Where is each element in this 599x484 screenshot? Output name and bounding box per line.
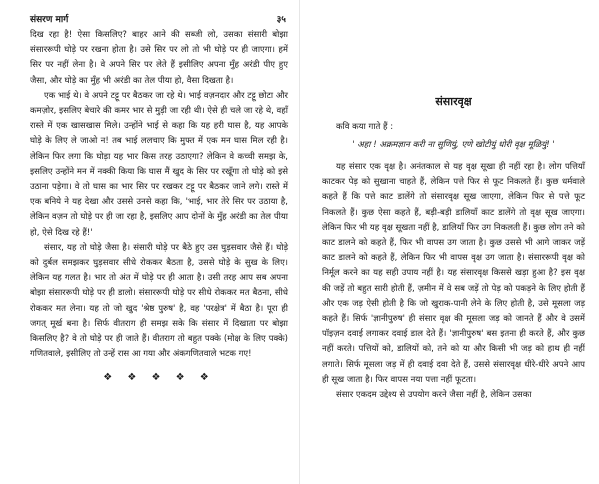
right-page [300, 0, 599, 484]
left-paragraph-1: दिख रहा है! ऐसा किसलिए? बाहर आने की सब्जी लो, उसका संसारी बोझा संसाररूपी घोड़े पर रखना होता है। उसे सिर पर लो तो भी घोड़े पर ही जाएगा। हमें सिर पर नहीं लेना है। वे अपने सिर पर लेते हैं इसीलिए अपना मुँह अरंडी पीए हुए जैसा, और घोड़े का मुँह भी अरंडी का तेल पीया हो, वैसा दिखता है। [30, 30, 288, 86]
section-title: संसारवृक्ष [435, 95, 472, 108]
left-paragraph-2: एक भाई थे। वे अपने टट्टू पर बैठकर जा रहे थे। भाई वज़नदार और टट्टू छोटा और कमज़ोर, इसलिए बेचारे की कमर भार से मुड़ी जा रही थी। ऐसे ही चले जा रहे थे, वहाँ रास्ते में एक खासखास मिले। उन्होंने भाई से कहा कि यह हरी घास है, यह आपके घोड़े के लिए ले जाओ न! तब भाई ललचाए कि मुफ्त में एक मन घास मिल रही है। लेकिन फिर लगा कि घोड़ा यह भार किस तरह उठाएगा? लेकिन वे कच्ची समझ के, इसलिए उन्होंने मन में नक्की किया कि घास मैं खुद के सिर पर रखूँगा तो घोड़े को इसे उठाना पड़ेगा। वे तो घास का भार सिर पर रखकर टट्टू पर बैठकर जाने लगे। रास्ते में एक बनिये ने यह देखा और उससे उनसे कहा कि, 'भाई, भार तेरे सिर पर उठाया है, लेकिन वज़न तो घोड़े पर ही जा रहा है, इसलिए आप दोनों के मुँह अरंडी का तेल पीया हो, ऐसे दिख रहे हैं!' [30, 90, 288, 238]
running-title: संसरण मार्ग [30, 15, 69, 25]
right-body-text [322, 160, 585, 403]
right-paragraph-2: संसार एकदम उद्देश्य से उपयोग करने जैसा नहीं है, लेकिन उसका [336, 390, 532, 401]
section-ornament: ❖ ❖ ❖ ❖ ❖ [103, 372, 215, 384]
right-paragraph-1: यह संसार एक वृक्ष है। अनंतकाल से यह वृक्ष सूखा ही नहीं रहा है। लोग पत्तियाँ काटकर पेड़ को सुखाना चाहते हैं, लेकिन पत्ते फिर से फूट निकलते हैं। कुछ धर्मवाले कहते हैं कि पत्ते काट डालेंगे तो संसारवृक्ष सूख जाएगा, लेकिन फिर से पत्ते फूट निकलते हैं। कुछ ऐसा कहते हैं, बड़ी-बड़ी डालियाँ काट डालेंगे तो वृक्ष सूख जाएगा। लेकिन फिर भी यह वृक्ष सूखता नहीं है, डालियाँ फिर उग निकलती हैं। कुछ लोग तने को काट डालने को कहते हैं, फिर भी वापस उग जाता है। कुछ उससे भी आगे जाकर जड़ें काट डालने को कहते हैं, लेकिन फिर भी वापस वृक्ष उग जाता है। संसाररूपी वृक्ष को निर्मूल करने का यह सही उपाय नहीं है। यह संसारवृक्ष किससे खड़ा हुआ है? इस वृक्ष की जड़ें तो बहुत सारी होती हैं, ज़मीन में वे सब जड़ें तो पेड़ को पकड़ने के लिए होती हैं और एक जड़ ऐसी होती है कि जो खुराक-पानी लेने के लिए होती है, उसे मूसला जड़ कहते हैं। सिर्फ 'ज्ञानीपुरुष' ही संसार वृक्ष की मूसला जड़ को जानते हैं और वे उसमें पॉइज़न दवाई लगाकर दवाई डाल देते हैं। 'ज्ञानीपुरुष' बस इतना ही करते हैं, और कुछ नहीं करते। पत्तियों को, डालियों को, तने को या और किसी भी जड़ को हाथ ही नहीं लगाते। सिर्फ मूसला जड़ में ही दवाई दवा देते हैं, उससे संसारवृक्ष धीरे-धीरे अपने आप ही सूख जाता है। फिर वापस नया पत्ता नहीं फूटता। [322, 162, 585, 385]
poem-quote: ' अहा ! अक्रमज्ञान करी ना सुणियुं, एणे खोटीयुं धोरी वृक्ष मूळियुं! ' [352, 140, 555, 150]
left-paragraph-3: संसार, यह तो घोड़े जैसा है। संसारी घोड़े पर बैठे हुए उस घुड़सवार जैसे हैं। घोड़े को दुर्बल समझकर घुड़सवार सीधे रोककर बैठता है, उससे घोड़े के सुख के लिए। लेकिन यह गलत है। भार तो अंत में घोड़े पर ही आता है। उसी तरह आप सब अपना बोझा संसाररूपी घोड़े पर ही डालो। संसाररूपी घोड़े पर सीधे रोककर मत बैठना, सीधे रोककर मत लेना। यह तो जो खुद 'श्रेष्ठ पुरुष' है, वह 'परक्षेत्र' में बैठा है। पूरा ही जगत् मूर्ख बना है। सिर्फ वीतराग ही समझ सके कि संसार में दिखाता पर बोझा किसलिए है? वे तो घोड़े पर ही जाते हैं। वीतराग तो बहुत पक्के (मोक्ष के लिए पक्के) गणितवाले, इसीलिए तो उन्हें रास आ गया और अंकगणितवाले भटक गए! [30, 242, 288, 360]
left-body-text [30, 28, 288, 362]
running-head-left [30, 12, 288, 28]
page-number-left: ३५ [276, 15, 286, 25]
quote-intro: कवि कया गाते हैं : [336, 122, 394, 132]
